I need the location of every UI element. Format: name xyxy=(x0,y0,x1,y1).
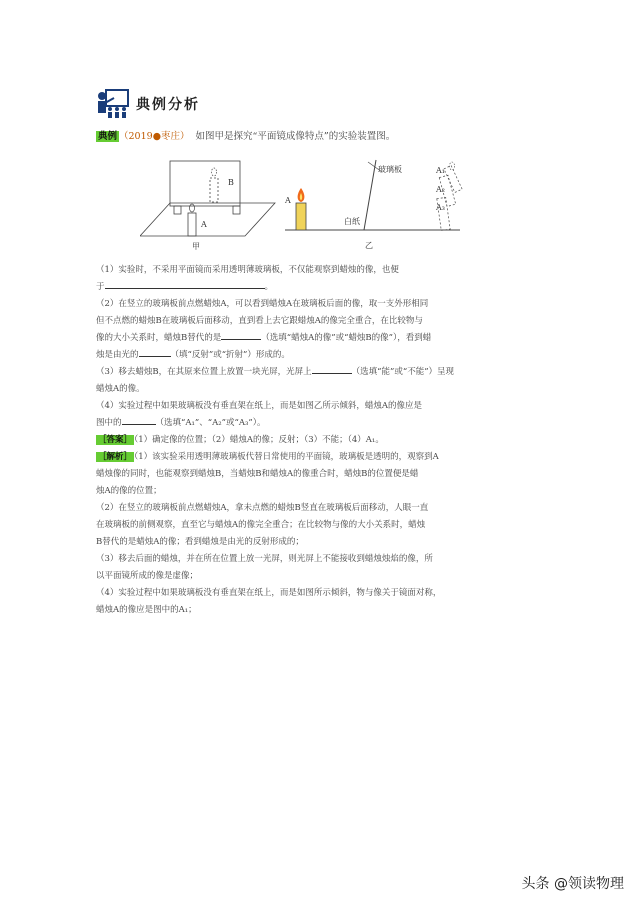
glass-plate-label: 玻璃板 xyxy=(378,165,402,174)
example-intro xyxy=(96,128,395,142)
analysis-line7: （3）移去后面的蜡烛，并在所在位置上放一光屏，则光屏上不能接收到蜡烛烛焰的像，所 xyxy=(96,554,433,564)
q2-line3: 像的大小关系时，蜡烛B替代的是 （选填“蜡烛A的像”或“蜡烛B的像”），看到蜡 xyxy=(96,330,556,347)
analysis-line5: 在玻璃板的前侧观察，直至它与蜡烛A的像完全重合；在比较物与像的大小关系时，蜡烛 xyxy=(96,520,426,530)
q4-line1: （4）实验过程中如果玻璃板没有垂直架在纸上，而是如图乙所示倾斜，蜡烛A的像应是 xyxy=(96,401,423,411)
analysis-line3: 烛A的像的位置； xyxy=(96,486,162,496)
experiment-figure xyxy=(140,158,480,258)
answer-block xyxy=(96,432,556,449)
teacher-icon xyxy=(96,88,130,120)
analysis-line6: B替代的是蜡烛A的像；看到蜡烛是由光的反射形成的； xyxy=(96,537,304,547)
analysis-line2: 蜡烛像的同时，也能观察到蜡烛B，当蜡烛B和蜡烛A的像重合时，蜡烛B的位置便是蜡 xyxy=(96,469,419,479)
q3-line1: （3）移去蜡烛B，在其原来位置上放置一块光屏，光屏上 （选填“能”或“不能”）呈现 xyxy=(96,364,556,381)
analysis-line8: 以平面镜所成的像是虚像； xyxy=(96,571,199,581)
q3-line2: 蜡烛A的像。 xyxy=(96,384,145,394)
example-text: 如图甲是探究“平面镜成像特点”的实验装置图。 xyxy=(195,131,396,142)
q2-line1: （2）在竖立的玻璃板前点燃蜡烛A，可以看到蜡烛A在玻璃板后面的像，取一支外形相同 xyxy=(96,299,429,309)
analysis-tag: ［解析］ xyxy=(98,452,133,462)
q2-blank2 xyxy=(139,347,171,357)
image-a2-label: A₂ xyxy=(436,185,445,194)
q4-line2: 图中的 （选填“A₁”、“A₂”或“A₃”）。 xyxy=(96,415,556,432)
analysis-block xyxy=(96,449,556,619)
section-header xyxy=(96,88,200,120)
answer-tag: ［答案］ xyxy=(98,435,133,445)
q3-blank xyxy=(312,364,352,374)
image-a1-label: A₁ xyxy=(436,166,445,175)
figure-drawing xyxy=(140,158,480,258)
q2-line4: 烛是由光的 （填“反射”或“折射”）形成的。 xyxy=(96,347,556,364)
q1-line2: 于 。 xyxy=(96,279,556,296)
example-tag: 典例 xyxy=(98,131,118,142)
image-a3-label: A₃ xyxy=(436,203,445,212)
answer-text: （1）确定像的位置；（2）蜡烛A的像；反射；（3）不能；（4）A₁。 xyxy=(134,435,384,445)
q1-line1: （1）实验时，不采用平面镜而采用透明薄玻璃板，不仅能观察到蜡烛的像，也便 xyxy=(96,265,399,275)
questions-block xyxy=(96,262,556,432)
figure-yi-label: 乙 xyxy=(365,241,373,250)
analysis-line1: ［解析］ （1）该实验采用透明薄玻璃板代替日常使用的平面镜，玻璃板是透明的，观察到A xyxy=(98,452,439,462)
analysis-line9: （4）实验过程中如果玻璃板没有垂直架在纸上，而是如图所示倾斜，物与像关于镜面对称， xyxy=(96,588,442,598)
section-title: 典例分析 xyxy=(136,97,200,113)
analysis-line10: 蜡烛A的像应是图中的A₁； xyxy=(96,605,197,615)
white-paper-label: 白纸 xyxy=(344,217,360,226)
q1-blank xyxy=(105,279,265,289)
q4-blank xyxy=(122,415,156,425)
candle-a-label-jia: A xyxy=(201,220,207,229)
watermark: 头条 @领读物理 xyxy=(521,876,624,892)
q2-blank1 xyxy=(221,330,261,340)
analysis-line4: （2）在竖立的玻璃板前点燃蜡烛A，拿未点燃的蜡烛B竖直在玻璃板后面移动，人眼一直 xyxy=(96,503,429,513)
candle-b-label: B xyxy=(228,178,234,187)
q2-line2: 但不点燃的蜡烛B在玻璃板后面移动，直到看上去它跟蜡烛A的像完全重合，在比较物与 xyxy=(96,316,423,326)
figure-jia-label: 甲 xyxy=(192,242,200,251)
candle-a-label-yi: A xyxy=(285,196,291,205)
example-source: （2019●枣庄） xyxy=(119,131,190,142)
